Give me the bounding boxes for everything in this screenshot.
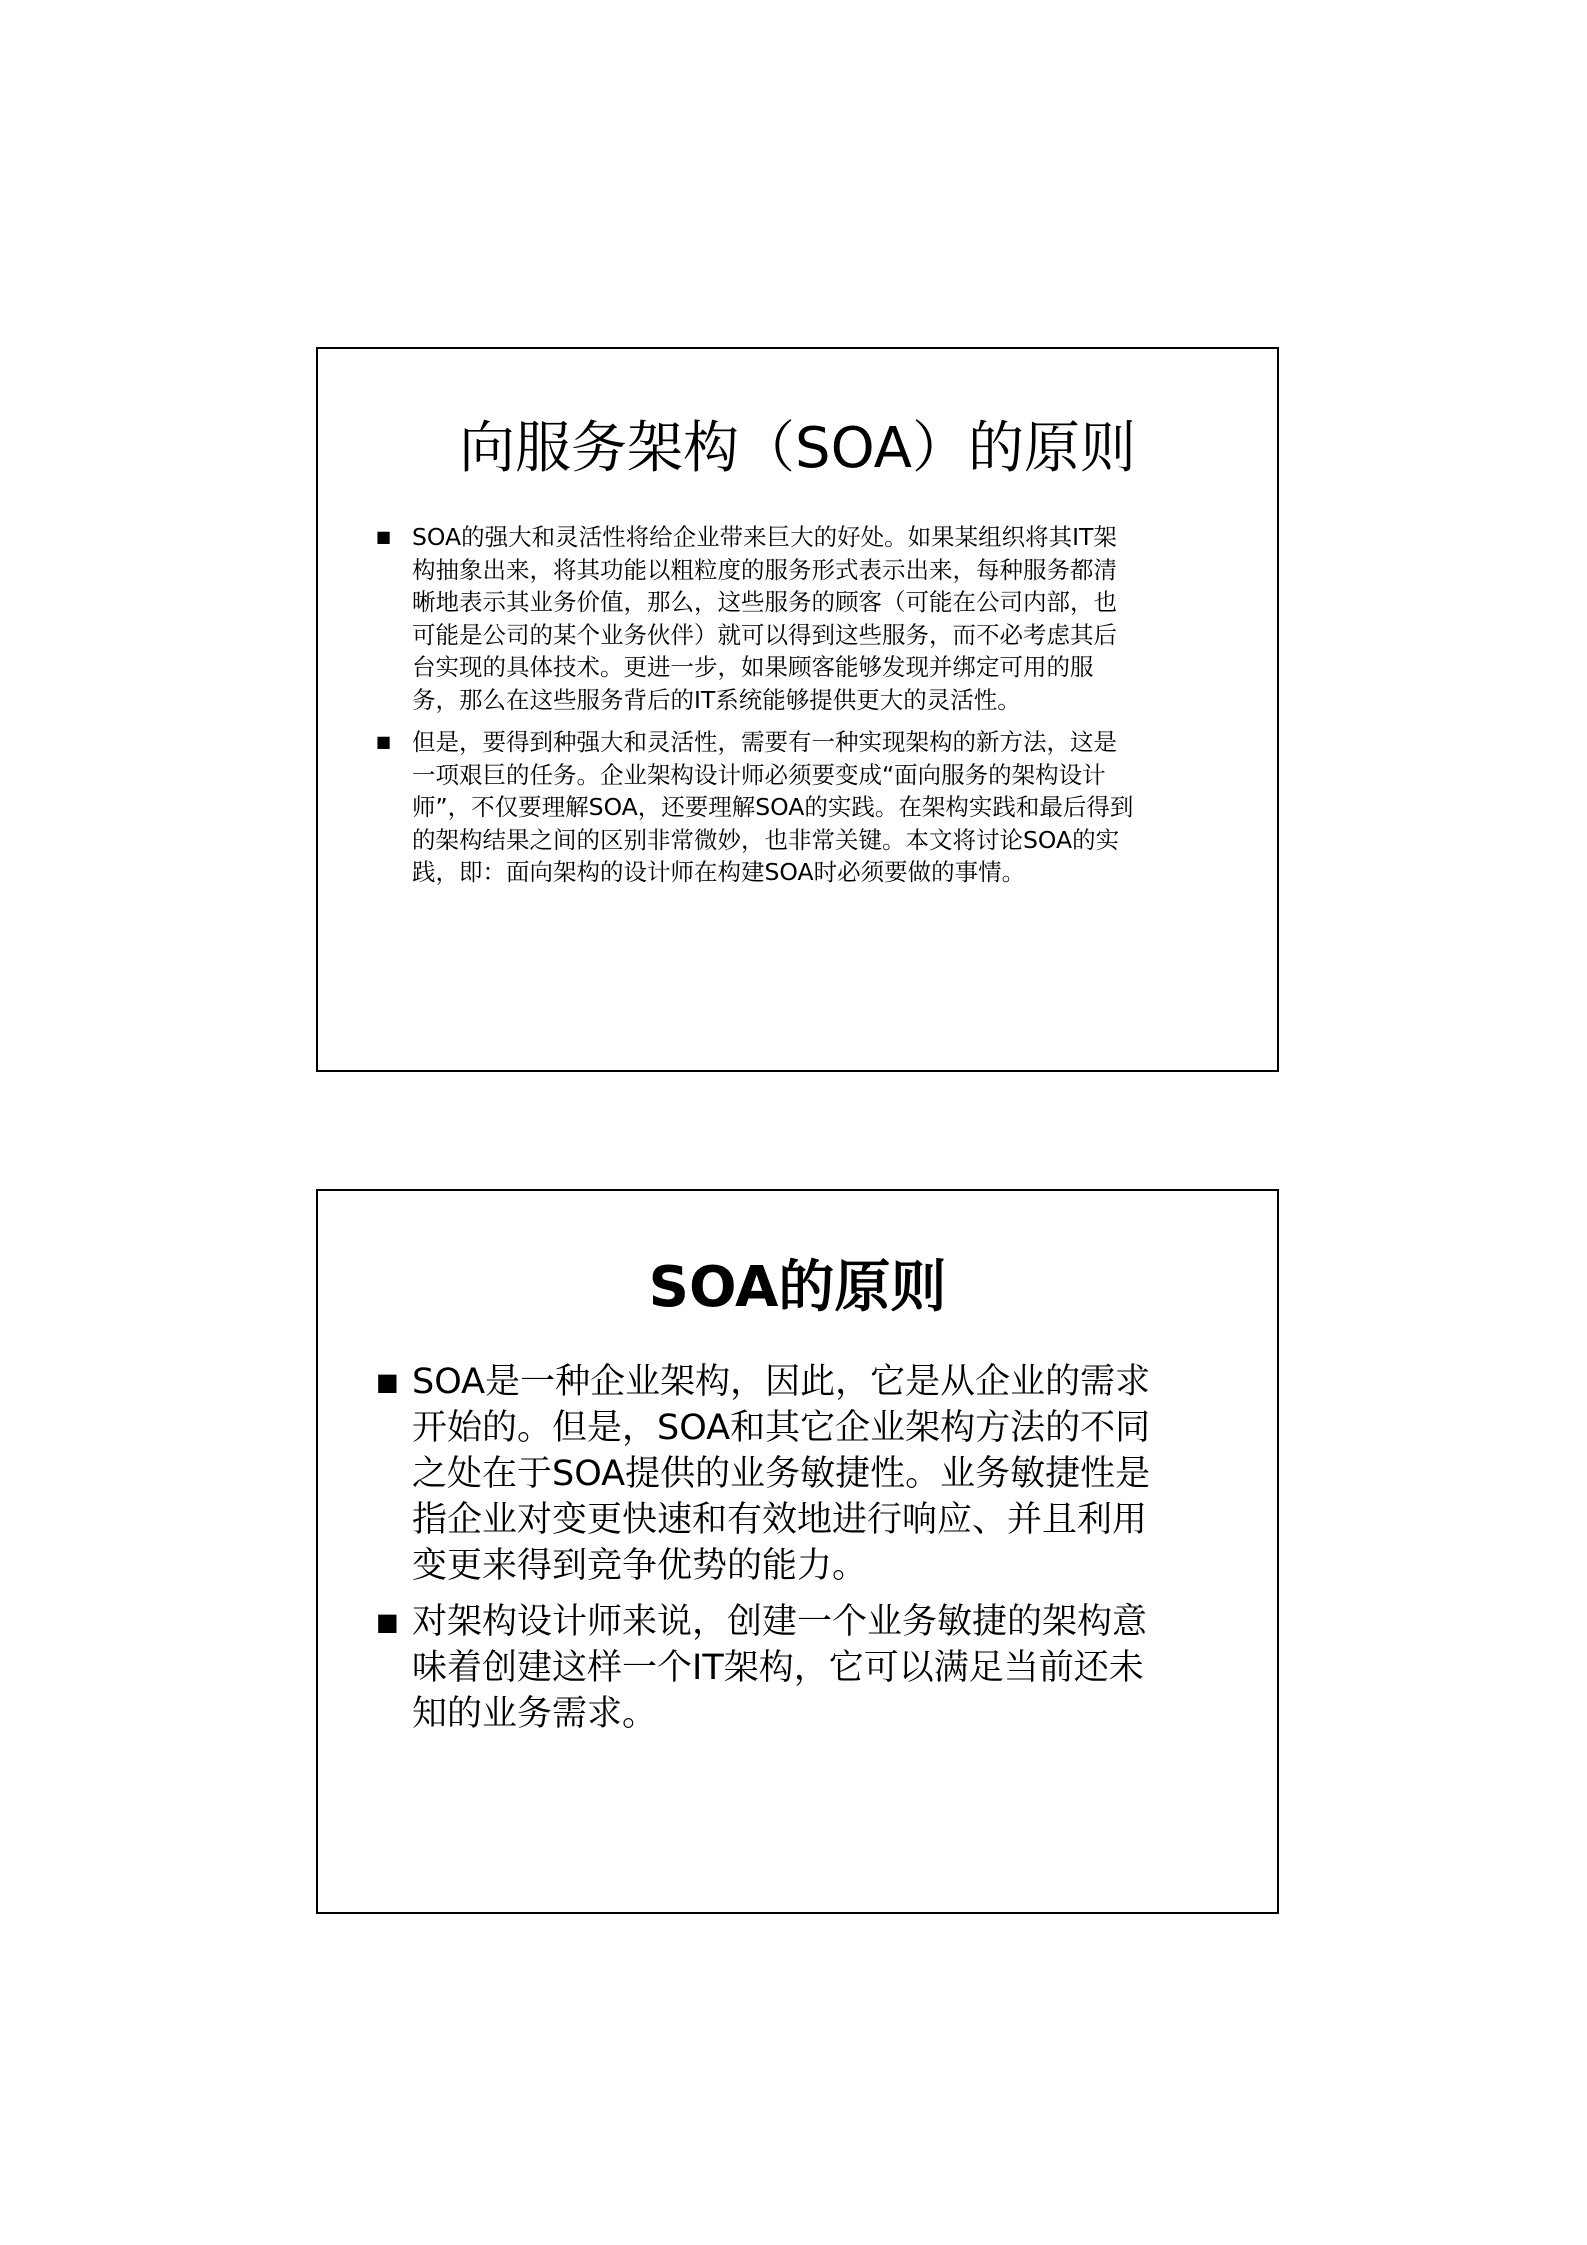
bullet-item	[376, 726, 1237, 889]
bullet-list	[376, 521, 1237, 899]
text-line: 构抽象出来，将其功能以粗粒度的服务形式表示出来，每种服务都清	[412, 555, 1117, 584]
text-line: 践，即：面向架构的设计师在构建SOA时必须要做的事情。	[412, 858, 1026, 886]
text-line: 指企业对变更快速和有效地进行响应、并且利用	[412, 1500, 1148, 1540]
bullet-item	[376, 521, 1237, 716]
slide-1	[316, 347, 1279, 1072]
text-line: 但是，要得到种强大和灵活性，需要有一种实现架构的新方法，这是	[412, 728, 1117, 756]
text-line: SOA是一种企业架构，因此，它是从企业的需求	[412, 1362, 1151, 1402]
text-line: 味着创建这样一个IT架构，它可以满足当前还未	[412, 1648, 1144, 1688]
square-bullet-icon: ■	[376, 732, 392, 751]
text-line: 台实现的具体技术。更进一步，如果顾客能够发现并绑定可用的服	[412, 653, 1094, 681]
slide-title: 向服务架构（SOA）的原则	[459, 416, 1136, 481]
text-line: 的架构结果之间的区别非常微妙，也非常关键。本文将讨论SOA的实	[412, 825, 1120, 854]
text-line: 变更来得到竞争优势的能力。	[412, 1546, 868, 1586]
text-line: SOA的强大和灵活性将给企业带来巨大的好处。如果某组织将其IT架	[412, 523, 1117, 551]
text-line: 对架构设计师来说，创建一个业务敏捷的架构意	[412, 1602, 1148, 1642]
text-line: 一项艰巨的任务。企业架构设计师必须要变成“面向服务的架构设计	[412, 760, 1106, 789]
text-line: 师”，不仅要理解SOA，还要理解SOA的实践。在架构实践和最后得到	[412, 793, 1134, 821]
square-bullet-icon: ■	[376, 1368, 399, 1396]
slide-2	[316, 1189, 1279, 1914]
bullet-item	[376, 1599, 1237, 1737]
text-line: 晰地表示其业务价值，那么，这些服务的顾客（可能在公司内部，也	[412, 588, 1117, 616]
bullet-item	[376, 1359, 1237, 1589]
square-bullet-icon: ■	[376, 1608, 399, 1636]
text-line: 知的业务需求。	[412, 1694, 658, 1734]
bullet-list	[376, 1359, 1237, 1747]
text-line: 开始的。但是，SOA和其它企业架构方法的不同	[412, 1408, 1151, 1448]
square-bullet-icon: ■	[376, 527, 392, 546]
text-line: 之处在于SOA提供的业务敏捷性。业务敏捷性是	[412, 1454, 1151, 1494]
text-line: 可能是公司的某个业务伙伴）就可以得到这些服务，而不必考虑其后	[412, 620, 1117, 649]
text-line: 务，那么在这些服务背后的IT系统能够提供更大的灵活性。	[412, 685, 1021, 714]
slide-title: SOA的原则	[648, 1255, 947, 1320]
